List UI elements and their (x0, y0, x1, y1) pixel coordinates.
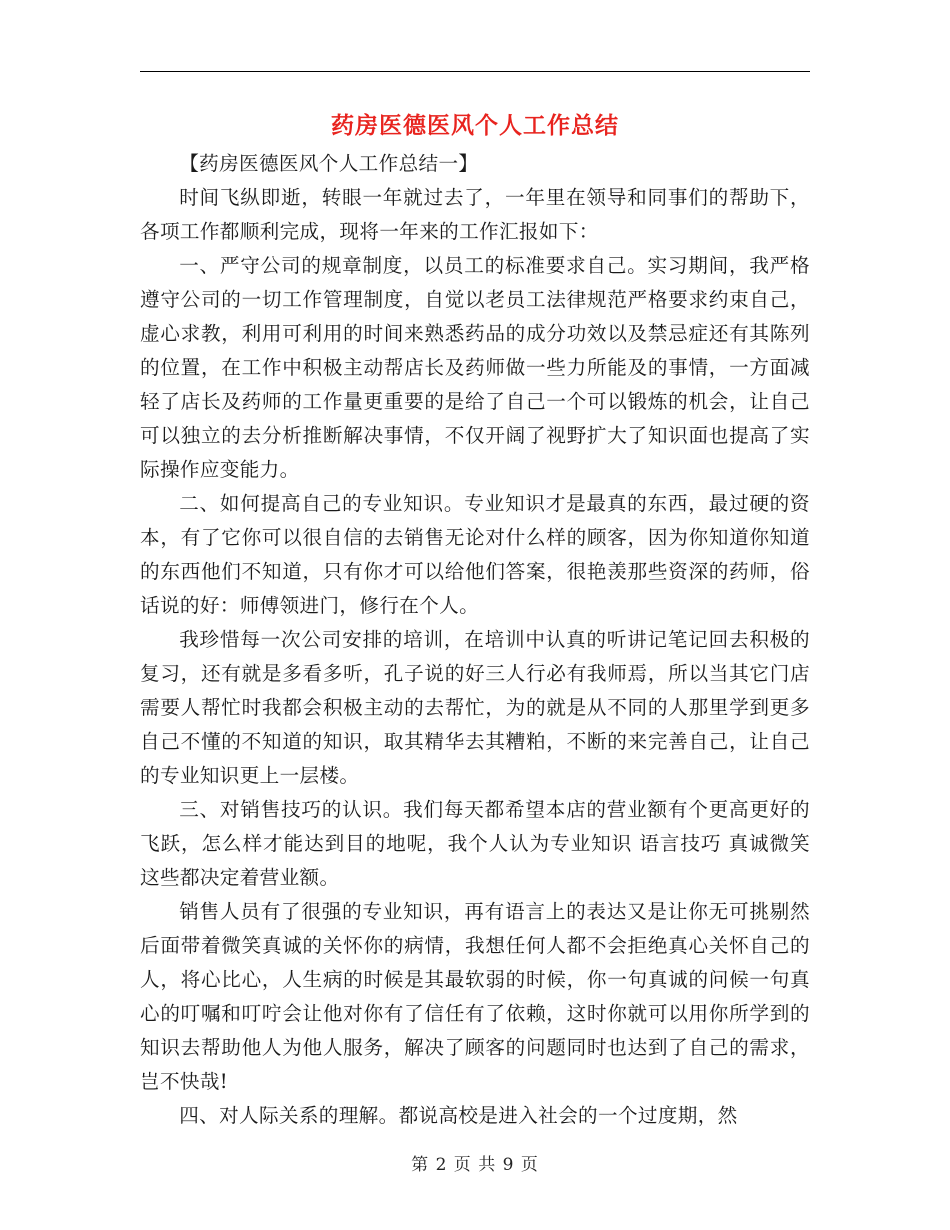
section-heading: 【药房医德医风个人工作总结一】 (179, 152, 479, 175)
document-body (140, 147, 810, 1133)
header-rule (140, 71, 810, 72)
body-paragraph: 销售人员有了很强的专业知识，再有语言上的表达又是让你无可挑剔然后面带着微笑真诚的关怀你的病情，我想任何人都不会拒绝真心关怀自己的人，将心比心，人生病的时候是其最软弱的时候，你一句真诚的问候一句真心的叮嘱和叮咛会让他对你有了信任有了依赖，这时你就可以用你所学到的知识去帮助他人为他人服务，解决了顾客的问题同时也达到了自己的需求，岂不快哉! (140, 900, 810, 1093)
body-paragraph: 二、如何提高自己的专业知识。专业知识才是最真的东西，最过硬的资本，有了它你可以很自信的去销售无论对什么样的顾客，因为你知道你知道的东西他们不知道，只有你才可以给他们答案，很艳羡那些资深的药师，俗话说的好：师傅领进门，修行在个人。 (140, 492, 810, 617)
body-paragraph: 时间飞纵即逝，转眼一年就过去了，一年里在领导和同事们的帮助下，各项工作都顺利完成，现将一年来的工作汇报如下： (140, 186, 810, 243)
body-paragraph: 一、严守公司的规章制度，以员工的标准要求自己。实习期间，我严格遵守公司的一切工作管理制度，自觉以老员工法律规范严格要求约束自己，虚心求教，利用可利用的时间来熟悉药品的成分功效以及禁忌症还有其陈列的位置，在工作中积极主动帮店长及药师做一些力所能及的事情，一方面减轻了店长及药师的工作量更重要的是给了自己一个可以锻炼的机会，让自己可以独立的去分析推断解决事情，不仅开阔了视野扩大了知识面也提高了实际操作应变能力。 (140, 254, 810, 481)
body-paragraph: 我珍惜每一次公司安排的培训，在培训中认真的听讲记笔记回去积极的复习，还有就是多看多听，孔子说的好三人行必有我师焉，所以当其它门店需要人帮忙时我都会积极主动的去帮忙，为的就是从不同的人那里学到更多自己不懂的不知道的知识，取其精华去其糟粕，不断的来完善自己，让自己的专业知识更上一层楼。 (140, 628, 810, 787)
page-number: 第 2 页 共 9 页 (411, 1155, 539, 1175)
body-paragraph: 三、对销售技巧的认识。我们每天都希望本店的营业额有个更高更好的飞跃，怎么样才能达到目的地呢，我个人认为专业知识 语言技巧 真诚微笑这些都决定着营业额。 (140, 798, 810, 889)
document-title: 药房医德医风个人工作总结 (331, 112, 619, 139)
body-paragraph: 四、对人际关系的理解。都说高校是进入社会的一个过度期，然 (179, 1104, 738, 1127)
